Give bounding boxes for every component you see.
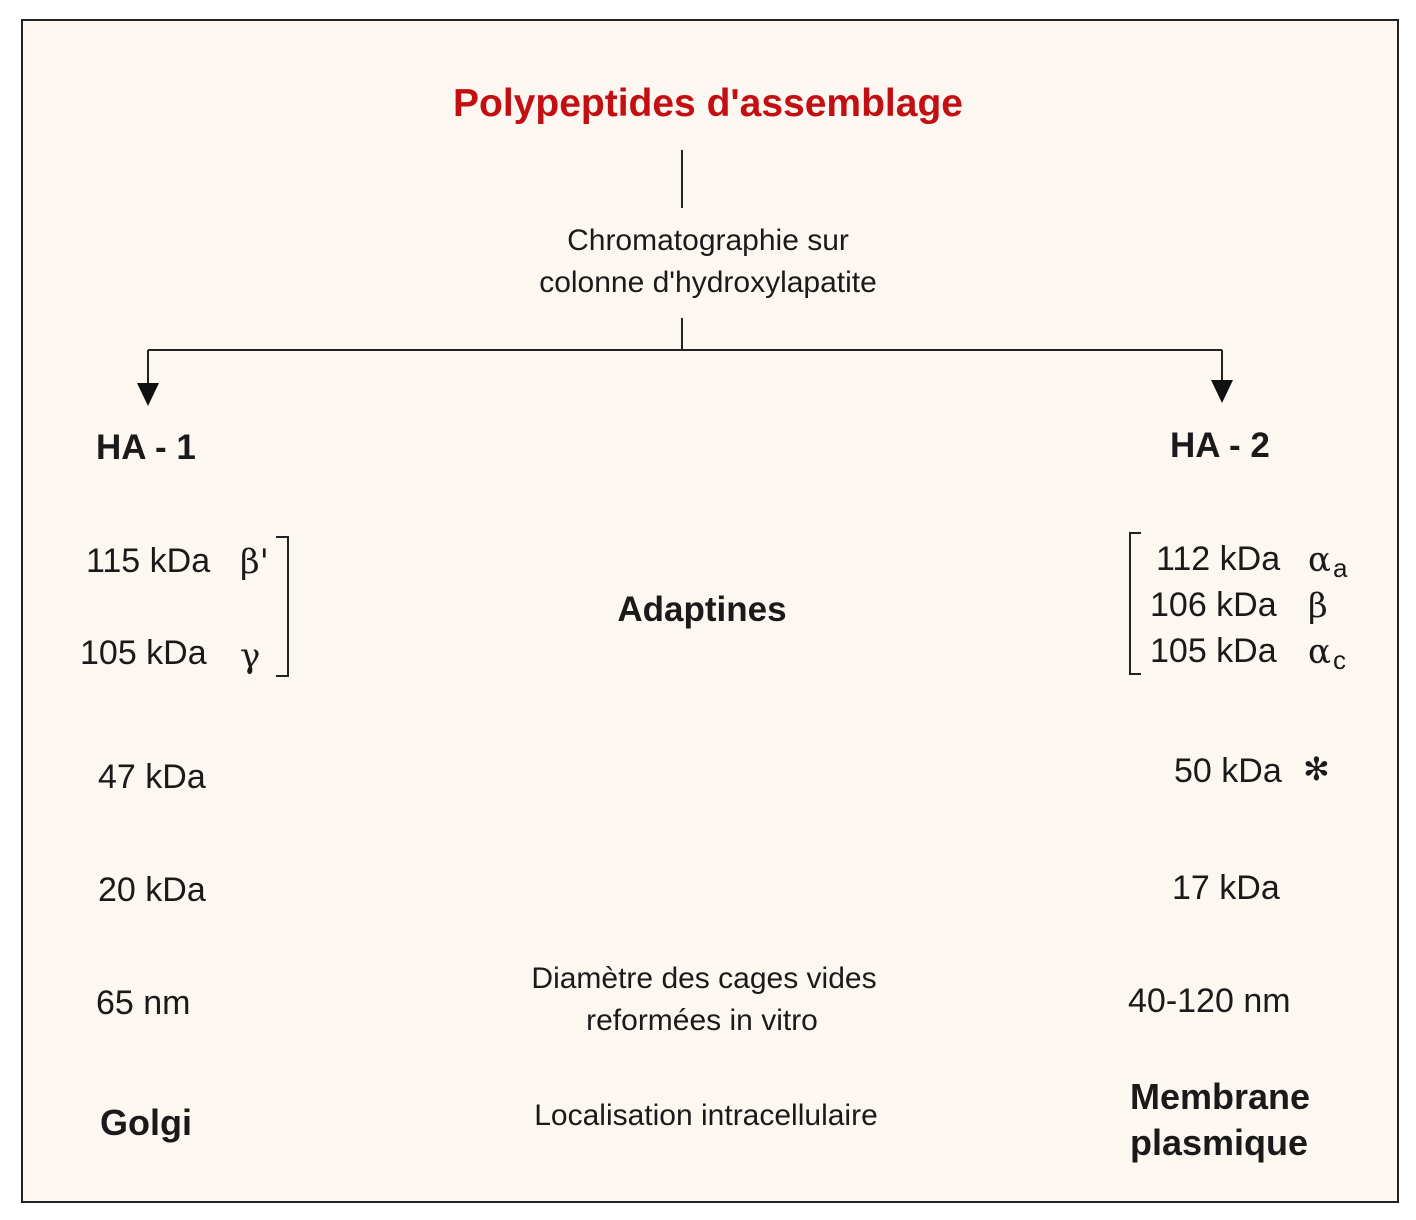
left-adaptin-mass: 105 kDa <box>80 634 207 672</box>
left-arrowhead <box>137 383 159 406</box>
right-diameter: 40-120 nm <box>1128 982 1291 1020</box>
adaptins-label: Adaptines <box>617 590 787 629</box>
diagram-title: Polypeptides d'assemblage <box>453 82 963 125</box>
right-adaptin-mass: 106 kDa <box>1150 586 1277 624</box>
diameter-label-line-2: reformées in vitro <box>586 1004 818 1037</box>
right-adaptin-greek: α <box>1308 632 1331 672</box>
location-label: Localisation intracellulaire <box>534 1099 878 1132</box>
right-adaptin-mass: 105 kDa <box>1150 632 1277 670</box>
left-small-chain: 20 kDa <box>98 871 206 909</box>
left-adaptin-mass: 115 kDa <box>86 542 211 580</box>
asterisk-icon: ✻ <box>1303 750 1330 788</box>
right-location-line-2: plasmique <box>1130 1122 1309 1163</box>
left-medium-chain: 47 kDa <box>98 758 206 796</box>
right-heading: HA - 2 <box>1170 426 1270 465</box>
right-adaptin-subscript: a <box>1332 553 1348 583</box>
method-line-1: Chromatographie sur <box>567 224 849 257</box>
left-heading: HA - 1 <box>96 428 196 467</box>
right-adaptin-subunit <box>1308 540 1348 583</box>
left-location: Golgi <box>100 1102 192 1143</box>
left-adaptin-greek: β' <box>240 542 270 582</box>
method-line-2: colonne d'hydroxylapatite <box>539 266 877 299</box>
right-adaptin-mass: 112 kDa <box>1156 540 1281 578</box>
diameter-label-line-1: Diamètre des cages vides <box>531 962 877 995</box>
right-arrowhead <box>1211 380 1233 403</box>
left-adaptin-greek: γ <box>240 636 261 676</box>
right-small-chain: 17 kDa <box>1172 869 1280 907</box>
right-adaptin-greek: α <box>1308 540 1331 580</box>
right-medium-chain: 50 kDa <box>1174 752 1282 790</box>
right-adaptin-subunit <box>1308 632 1346 675</box>
right-adaptin-subunit <box>1308 586 1330 626</box>
right-location-line-1: Membrane <box>1130 1076 1311 1117</box>
left-diameter: 65 nm <box>96 984 191 1022</box>
right-adaptin-subscript: c <box>1332 645 1346 675</box>
right-adaptin-greek: β <box>1308 586 1328 626</box>
